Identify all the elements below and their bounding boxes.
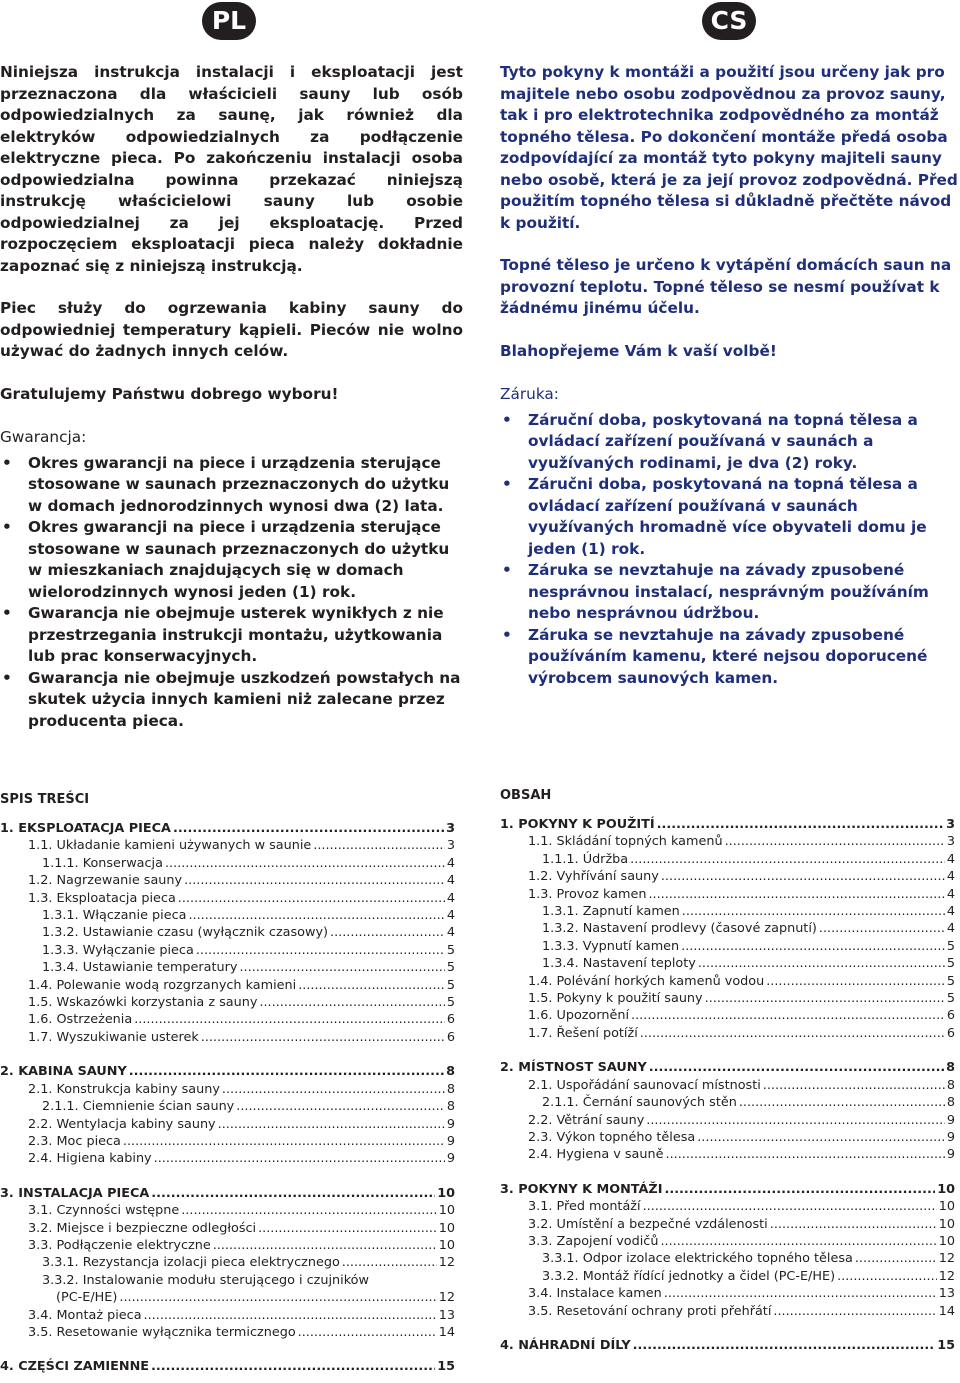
toc-entry-label: 1.1.1. Údržba [542,851,629,867]
toc-entry-page: 14 [938,1303,955,1319]
toc-leader-dots [201,1029,445,1046]
toc-entry-label: 2.4. Higiena kabiny [28,1151,152,1167]
toc-entry-page: 10 [438,1220,455,1236]
toc-entry-label: 2. KABINA SAUNY [0,1064,127,1080]
toc-leader-dots [184,872,445,889]
bullet-icon: • [502,475,512,493]
toc-entry-page: 5 [446,942,455,958]
toc-leader-dots [770,1216,937,1233]
toc-entry-label: 2.1. Uspořádání saunovací místnosti [528,1077,761,1093]
toc-entry-label: 1.7. Řešení potíží [528,1025,638,1041]
toc-entry-page: 4 [446,890,455,906]
toc-entry[interactable] [500,1112,955,1129]
toc-leader-dots [763,1077,945,1094]
toc-entry-label: 1.1. Skládání topných kamenů [528,834,723,850]
toc-leader-dots [313,837,445,854]
toc-entry[interactable] [500,1025,955,1042]
toc-entry-page: 15 [937,1337,955,1353]
toc-entry-label: 1.4. Polewanie wodą rozgrzanych kamieni [28,977,297,993]
toc-entry-page: 12 [438,1290,455,1306]
toc-entry[interactable] [0,820,455,837]
bullet-icon: • [2,604,12,622]
toc-entry-label: 3.3. Zapojení vodičů [528,1233,659,1249]
toc-leader-dots [151,1358,435,1375]
toc-entry-label: 1.2. Nagrzewanie sauny [28,873,183,889]
toc-entry-label: 1.5. Pokyny k použití sauny [528,991,703,1007]
toc-entry-page: 10 [437,1185,455,1201]
toc-entry-page: 10 [438,1203,455,1219]
toc-entry-page: 4 [946,904,955,920]
toc-entry-label: 1.3. Eksploatacja pieca [28,890,176,906]
toc-entry-label: 1.1.1. Konserwacja [42,855,163,871]
bullet-icon: • [2,453,12,472]
warranty-item-text: Okres gwarancji na piece i urządzenia sterujące stosowane w saunach przeznaczonych do użytku w domach jednorodzinnych wynosi dwa (2) lata. [28,453,450,515]
toc-leader-dots [178,890,445,907]
list-item [0,603,463,668]
toc-entry-page: 9 [946,1129,955,1145]
toc-entry[interactable] [0,1098,455,1115]
toc-title: SPIS TREŚCI [0,792,90,807]
toc-entry[interactable] [0,1272,455,1289]
toc-leader-dots [643,1198,937,1215]
toc-entry-page: 5 [446,960,455,976]
toc-entry-page: 3 [446,838,455,854]
toc-leader-dots [298,977,445,994]
toc-entry-label: 1.6. Upozornění [528,1008,630,1024]
toc-leader-dots [181,1202,436,1219]
toc-entry[interactable] [500,1146,955,1163]
congrats-text: Blahopřejeme Vám k vaší volbě! [500,341,777,360]
toc-entry[interactable] [0,1220,455,1237]
toc-entry-label: 2.1.1. Ciemnienie ścian sauny [42,1099,235,1115]
toc-entry[interactable] [0,1150,455,1167]
toc-entry-label: 2.4. Hygiena v sauně [528,1147,664,1163]
toc-entry[interactable] [500,1007,955,1024]
toc-entry-page: 4 [946,921,955,937]
toc-entry-label: 1. EKSPLOATACJA PIECA [0,821,171,836]
toc-leader-dots [664,1285,937,1302]
toc-entry[interactable] [0,1254,455,1271]
toc-entry[interactable] [500,1181,955,1198]
toc-entry-label: 1.6. Ostrzeżenia [28,1012,133,1028]
toc-leader-dots [222,1081,445,1098]
toc-entry[interactable] [500,1094,955,1111]
toc-leader-dots [258,1220,437,1237]
toc-entry-page: 13 [438,1307,455,1323]
toc-entry-label: 3. POKYNY K MONTÁŽI [500,1181,663,1197]
toc-entry-page: 12 [938,1251,955,1267]
toc-entry[interactable] [0,1029,455,1046]
toc-entry[interactable] [500,1233,955,1250]
toc-entry-page: 12 [938,1268,955,1284]
list-item [0,453,463,518]
toc-entry[interactable] [500,903,955,920]
toc-entry[interactable] [0,1237,455,1254]
warranty-item-text: Záruční doba, poskytovaná na topná tělesa a ovládací zařízení používaná v saunách a využívaných rodinami, je dva (2) roky. [528,410,918,472]
toc-entry-label: 1.3. Provoz kamen [528,886,647,902]
toc-entry[interactable] [500,833,955,850]
toc-entry-label: 1.5. Wskazówki korzystania z sauny [28,995,258,1011]
toc-entry-page: 4 [946,851,955,867]
toc-entry-label: 3.3.2. Montáž řídící jednotky a čidel (PC-E/HE) [542,1268,836,1284]
toc-entry-label: (PC-E/HE) [56,1290,118,1306]
bullet-icon: • [2,668,12,687]
toc-leader-dots [666,1146,945,1163]
toc-entry-label: 1.3.1. Włączanie pieca [42,908,187,924]
bullet-icon: • [502,561,512,579]
toc-entry-label: 1. POKYNY K POUŽITÍ [500,817,655,832]
polish-intro [0,62,463,732]
toc-entry-page: 4 [446,925,455,941]
toc-entry-page: 3 [446,821,455,836]
toc-entry-label: 2.1.1. Černání saunových stěn [542,1095,737,1111]
toc-leader-dots [646,1112,945,1129]
toc-leader-dots [330,924,445,941]
intro-paragraph: Niniejsza instrukcja instalacji i eksploatacji jest przeznaczona dla właścicieli sauny lub osób odpowiedzialnych za saunę, jak również dla elektryków odpowiedzialnych za podłączenie elektryczne pieca. Po zakończeniu instalacji osoba odpowiedzialna powinna przekazać niniejszą instrukcję właścicielowi sauny lub osobie odpowiedzialnej za jej eksploatację. Przed rozpoczęciem eksploatacji pieca należy dokładnie zapoznać się z niniejszą instrukcją. [0,63,463,275]
toc-section-gap [500,1164,955,1181]
toc-entry-label: 3.5. Resetowanie wyłącznika termicznego [28,1324,296,1340]
toc-leader-dots [633,1337,936,1354]
toc-entry-page: 10 [938,1216,955,1232]
toc-leader-dots [837,1268,937,1285]
toc-leader-dots [213,1237,437,1254]
congrats-text: Gratulujemy Państwu dobrego wyboru! [0,384,339,403]
toc-entry-label: 2.1. Konstrukcja kabiny sauny [28,1081,220,1097]
toc-entry[interactable] [500,1268,955,1285]
toc-entry[interactable] [500,990,955,1007]
toc-entry-page: 4 [446,855,455,871]
toc-entry-page: 9 [446,1116,455,1132]
toc-leader-dots [660,1233,936,1250]
purpose-paragraph: Piec służy do ogrzewania kabiny sauny do odpowiedniej temperatury kąpieli. Pieców nie wolno używać do żadnych innych celów. [0,299,463,360]
toc-entry[interactable] [0,907,455,924]
toc-leader-dots [766,973,945,990]
toc-leader-dots [165,855,445,872]
toc-leader-dots [259,994,444,1011]
toc-entry-label: 1.7. Wyszukiwanie usterek [28,1029,199,1045]
toc-entry[interactable] [0,890,455,907]
toc-entry-label: 3. INSTALACJA PIECA [0,1185,150,1201]
toc-leader-dots [196,942,445,959]
toc-entry[interactable] [500,868,955,885]
toc-entry-label: 1.4. Polévání horkých kamenů vodou [528,973,765,989]
toc-entry-page: 4 [446,908,455,924]
language-badge-pl: PL [202,2,256,40]
list-item [0,517,463,603]
toc-entry[interactable] [500,1129,955,1146]
toc-entry[interactable] [0,1202,455,1219]
toc-section-gap [0,1046,455,1063]
list-item [0,668,463,733]
list-item [500,410,960,475]
toc-leader-dots [657,816,944,833]
toc-entry[interactable] [500,920,955,937]
toc-entry-label: 3.2. Miejsce i bezpieczne odległości [28,1220,257,1236]
warranty-list [0,453,463,733]
toc-entry[interactable] [500,851,955,868]
toc-leader-dots [739,1094,945,1111]
toc-leader-dots [239,959,444,976]
toc-leader-dots [855,1250,937,1267]
toc-entry[interactable] [0,1307,455,1324]
toc-entry-page: 8 [446,1081,455,1097]
toc-entry[interactable] [500,973,955,990]
toc-title: OBSAH [500,788,552,803]
toc-rows [500,816,955,1354]
warranty-list [500,410,960,690]
toc-entry[interactable] [0,1081,455,1098]
toc-entry[interactable] [0,855,455,872]
toc-entry[interactable] [500,1250,955,1267]
toc-entry-label: 3.3.2. Instalowanie modułu sterującego i czujników [42,1272,369,1288]
warranty-item-text: Okres gwarancji na piece i urządzenia sterujące stosowane w saunach przeznaczonych do użytku w mieszkaniach znajdujących się w domach wielorodzinnych wynosi jeden (1) rok. [28,518,450,601]
toc-entry[interactable] [500,1059,955,1076]
toc-entry[interactable] [0,1116,455,1133]
toc-entry-page: 10 [438,1237,455,1253]
toc-entry[interactable] [0,924,455,941]
toc-leader-dots [134,1011,445,1028]
list-item [500,625,960,690]
toc-entry-label: 2.3. Výkon topného tělesa [528,1129,696,1145]
toc-entry-page: 3 [946,834,955,850]
toc-leader-dots [151,1185,435,1202]
toc-entry-label: 3.1. Czynności wstępne [28,1203,180,1219]
bullet-icon: • [502,410,512,429]
toc-entry-label: 1.3.4. Ustawianie temperatury [42,960,238,976]
toc-entry-page: 6 [446,1029,455,1045]
toc-leader-dots [342,1254,437,1271]
toc-leader-dots [698,955,945,972]
toc-leader-dots [173,820,444,837]
toc-entry-page: 4 [446,873,455,889]
toc-entry-label: 1.2. Vyhřívání sauny [528,869,659,885]
czech-intro [500,62,960,689]
toc-entry[interactable] [0,942,455,959]
warranty-item-text: Záruka se nevztahuje na závady zpusobené nesprávnou instalací, nesprávným používáním nebo nesprávnou údržbou. [528,561,929,622]
warranty-title: Záruka: [500,385,559,403]
toc-entry-label: 3.5. Resetování ochrany proti přehřátí [528,1303,772,1319]
toc-entry-page: 5 [946,938,955,954]
toc-entry-page: 5 [446,995,455,1011]
toc-entry[interactable] [0,1358,455,1375]
language-badge-cs: CS [702,2,756,40]
warranty-item-text: Gwarancja nie obejmuje uszkodzeń powstałych na skutek użycia innych kamieni niż zalecane przez producenta pieca. [28,668,461,730]
toc-entry[interactable] [500,1216,955,1233]
toc-entry-page: 3 [946,817,955,832]
toc-section-gap [500,1320,955,1337]
table-of-contents-pl [0,790,455,1376]
toc-entry-label: 3.4. Montaż pieca [28,1307,142,1323]
toc-leader-dots [681,938,945,955]
toc-entry[interactable] [500,816,955,833]
toc-entry[interactable] [0,872,455,889]
toc-entry-label: 1.3.1. Zapnutí kamen [542,904,680,920]
toc-entry[interactable] [0,837,455,854]
toc-entry-label: 3.1. Před montáží [528,1199,641,1215]
toc-leader-dots [218,1116,445,1133]
intro-paragraph: Tyto pokyny k montáži a použití jsou určeny jak pro majitele nebo osobu zodpovědnou za provoz sauny, tak i pro elektrotechnika zodpovědného za montáž topného tělesa. Po dokončení montáže předá osoba zodpovídající za montáž tyto pokyny majiteli sauny nebo osobě, která je za její provoz zodpovědná. Před použitím topného tělesa si důkladně přečtěte návod k použití. [500,63,958,232]
purpose-paragraph: Topné těleso je určeno k vytápění domácích saun na provozní teplotu. Topné těleso se nesmí používat k žádnému jinému účelu. [500,256,952,317]
toc-entry[interactable] [0,977,455,994]
toc-leader-dots [819,920,945,937]
toc-entry-page: 6 [946,1025,955,1041]
toc-entry-page: 10 [938,1233,955,1249]
toc-entry-page: 15 [437,1359,455,1375]
toc-entry-page: 9 [946,1112,955,1128]
toc-entry-page: 9 [946,1147,955,1163]
toc-entry-page: 8 [946,1095,955,1111]
toc-leader-dots [236,1098,445,1115]
toc-entry-label: 1.3.2. Ustawianie czasu (wyłącznik czasowy) [42,925,329,941]
toc-rows [0,820,455,1376]
toc-entry-page: 5 [946,973,955,989]
toc-leader-dots [631,1007,945,1024]
list-item [500,560,960,625]
warranty-item-text: Záručni doba, poskytovaná na topná tělesa a ovládací zařízení používaná v saunách využívaných hromadně více obyvateli domu je jeden (1) rok. [528,475,927,558]
toc-leader-dots [682,903,945,920]
toc-entry[interactable] [0,994,455,1011]
toc-entry[interactable] [500,1303,955,1320]
list-item [500,474,960,560]
toc-entry-page: 5 [446,977,455,993]
toc-entry-label: 4. CZĘŚCI ZAMIENNE [0,1359,150,1375]
toc-entry[interactable] [0,1185,455,1202]
toc-entry-page: 9 [446,1151,455,1167]
toc-entry[interactable] [500,955,955,972]
toc-leader-dots [129,1063,444,1080]
toc-entry-label: 3.3. Podłączenie elektryczne [28,1237,211,1253]
toc-leader-dots [188,907,444,924]
toc-leader-dots [661,868,945,885]
bullet-icon: • [2,518,12,536]
table-of-contents-cs [500,786,955,1354]
toc-leader-dots [705,990,945,1007]
toc-entry-page: 4 [946,886,955,902]
toc-entry-page: 6 [946,1008,955,1024]
toc-entry-page: 13 [938,1286,955,1302]
toc-leader-dots [144,1307,437,1324]
toc-entry-label: 2. MÍSTNOST SAUNY [500,1060,647,1076]
toc-entry-page: 4 [946,869,955,885]
toc-entry-page: 6 [446,1012,455,1028]
toc-leader-dots [298,1324,437,1341]
toc-entry-page: 5 [946,991,955,1007]
toc-entry-label: 3.2. Umístění a bezpečné vzdálenosti [528,1216,768,1232]
toc-leader-dots [649,1059,944,1076]
toc-entry-label: 3.3.1. Odpor izolace elektrického topného tělesa [542,1251,853,1267]
warranty-item-text: Gwarancja nie obejmuje usterek wynikłych z nie przestrzegania instrukcji montażu, użytkowania lub prac konserwacyjnych. [28,604,444,665]
toc-entry[interactable] [0,1289,455,1306]
toc-entry-label: 3.3.1. Rezystancja izolacji pieca elektrycznego [42,1255,340,1271]
toc-entry[interactable] [500,886,955,903]
toc-entry[interactable] [0,1133,455,1150]
toc-entry-label: 2.2. Wentylacja kabiny sauny [28,1116,216,1132]
toc-section-gap [0,1341,455,1358]
toc-entry[interactable] [500,938,955,955]
toc-entry[interactable] [500,1077,955,1094]
toc-entry[interactable] [0,1324,455,1341]
toc-entry-page: 9 [446,1133,455,1149]
toc-entry-label: 1.1. Układanie kamieni używanych w saunie [28,838,312,854]
toc-entry-page: 5 [946,956,955,972]
toc-leader-dots [123,1133,445,1150]
toc-entry-label: 2.2. Větrání sauny [528,1112,645,1128]
toc-entry[interactable] [500,1337,955,1354]
toc-entry-label: 4. NÁHRADNÍ DÍLY [500,1337,631,1353]
bullet-icon: • [502,625,512,644]
toc-leader-dots [640,1025,945,1042]
toc-leader-dots [630,851,945,868]
warranty-item-text: Záruka se nevztahuje na závady zpusobené používáním kamenu, které nejsou doporucené výrobcem saunových kamen. [528,625,928,687]
toc-leader-dots [697,1129,945,1146]
toc-leader-dots [664,1181,935,1198]
toc-section-gap [500,1042,955,1059]
toc-entry-label: 1.3.3. Vypnutí kamen [542,938,680,954]
toc-entry-page: 8 [946,1077,955,1093]
toc-entry-page: 10 [937,1181,955,1197]
toc-leader-dots [119,1289,436,1306]
toc-entry-label: 1.3.2. Nastavení prodlevy (časové zapnutí) [542,921,817,937]
toc-entry-page: 12 [438,1255,455,1271]
toc-leader-dots [725,833,945,850]
toc-entry-page: 8 [446,1064,455,1080]
toc-entry-label: 3.4. Instalace kamen [528,1286,662,1302]
toc-entry[interactable] [0,1011,455,1028]
toc-entry-label: 1.3.3. Wyłączanie pieca [42,942,194,958]
toc-entry[interactable] [0,959,455,976]
toc-entry-page: 8 [946,1060,955,1076]
toc-leader-dots [154,1150,445,1167]
toc-entry[interactable] [500,1198,955,1215]
toc-entry[interactable] [0,1063,455,1080]
toc-section-gap [0,1168,455,1185]
warranty-title: Gwarancja: [0,428,87,446]
toc-entry-label: 2.3. Moc pieca [28,1133,121,1149]
toc-entry-page: 8 [446,1099,455,1115]
toc-entry[interactable] [500,1285,955,1302]
toc-leader-dots [648,886,944,903]
toc-leader-dots [773,1303,936,1320]
toc-entry-page: 10 [938,1199,955,1215]
toc-entry-page: 14 [438,1324,455,1340]
toc-entry-label: 1.3.4. Nastavení teploty [542,956,696,972]
